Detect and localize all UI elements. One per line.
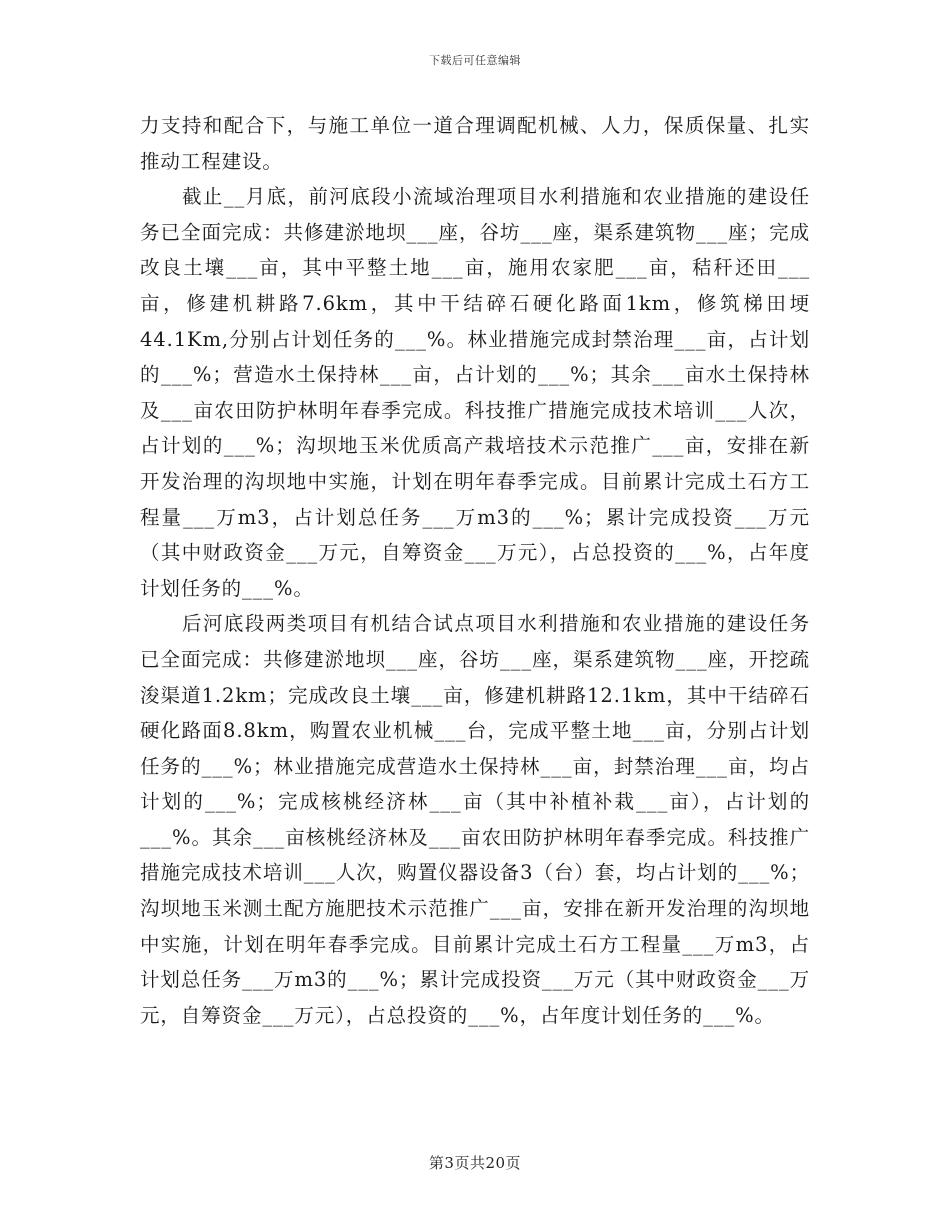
paragraph-back-section: 后河底段两类项目有机结合试点项目水利措施和农业措施的建设任务已全面完成：共修建淤地坝___座，谷坊___座，渠系建筑物___座，开挖疏浚渠道1.2km；完成改良土壤___亩，修建机耕路12.1km，其中干结碎石硬化路面8.8km，购置农业机械___台，完成平整土地___亩，分别占计划任务的___%；林业措施完成营造水土保持林___亩，封禁治理___亩，均占计划的___%；完成核桃经济林___亩（其中补植补栽___亩），占计划的___%。其余___亩核桃经济林及___亩农田防护林明年春季完成。科技推广措施完成技术培训___人次，购置仪器设备3（台）套，均占计划的___%；沟坝地玉米测土配方施肥技术示范推广___亩，安排在新开发治理的沟坝地中实施，计划在明年春季完成。目前累计完成土石方工程量___万m3，占计划总任务___万m3的___%；累计完成投资___万元（其中财政资金___万元，自筹资金___万元），占总投资的___%，占年度计划任务的___%。 — [140, 612, 810, 1027]
document-body — [140, 108, 810, 1033]
paragraph-continuation: 力支持和配合下，与施工单位一道合理调配机械、人力，保质保量、扎实推动工程建设。 — [140, 114, 810, 173]
page-number: 第3页共20页 — [428, 1154, 522, 1172]
page-header-note: 下载后可任意编辑 — [429, 54, 521, 67]
paragraph-front-section: 截止__月底，前河底段小流域治理项目水利措施和农业措施的建设任务已全面完成：共修建淤地坝___座，谷坊___座，渠系建筑物___座；完成改良土壤___亩，其中平整土地___亩，施用农家肥___亩，秸秆还田___亩，修建机耕路7.6km，其中干结碎石硬化路面1km，修筑梯田埂44.1Km,分别占计划任务的___%。林业措施完成封禁治理___亩，占计划的___%；营造水土保持林___亩，占计划的___%；其余___亩水土保持林及___亩农田防护林明年春季完成。科技推广措施完成技术培训___人次，占计划的___%；沟坝地玉米优质高产栽培技术示范推广___亩，安排在新开发治理的沟坝地中实施，计划在明年春季完成。目前累计完成土石方工程量___万m3，占计划总任务___万m3的___%；累计完成投资___万元（其中财政资金___万元，自筹资金___万元），占总投资的___%，占年度计划任务的___%。 — [140, 185, 810, 600]
